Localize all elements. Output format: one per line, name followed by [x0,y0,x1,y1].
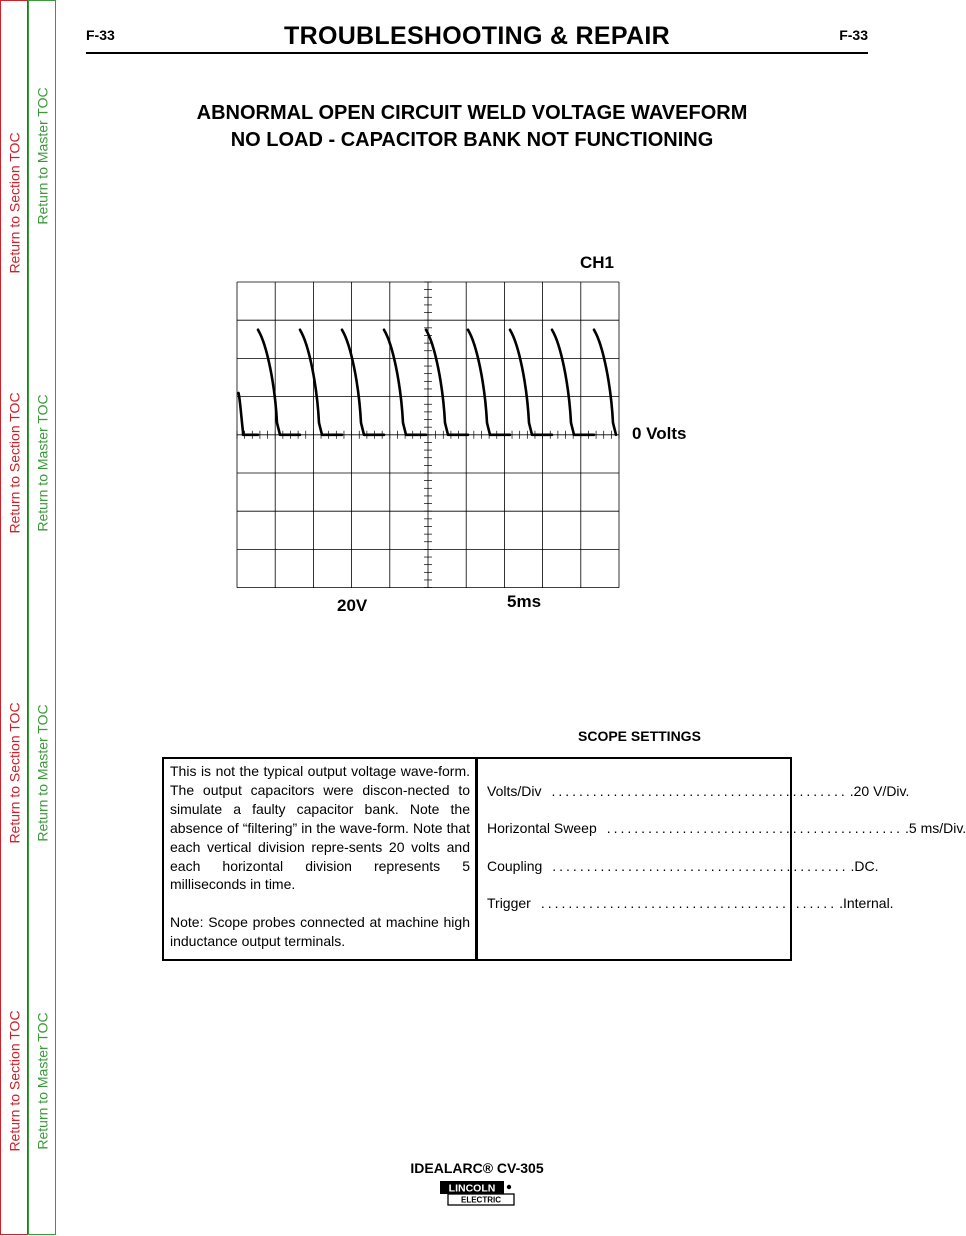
channel-label: CH1 [580,253,615,272]
svg-text:ELECTRIC: ELECTRIC [461,1195,501,1205]
return-to-master-toc-link[interactable]: Return to Master TOC [35,87,52,225]
return-to-section-toc-link[interactable]: Return to Section TOC [7,1010,24,1152]
page-number-right: F-33 [839,27,868,43]
return-to-section-toc-link[interactable]: Return to Section TOC [7,132,24,274]
description-paragraph: This is not the typical output voltage wave-form. The output capacitors were discon-nected to simulate a faulty capacitor bank. Note the absence of “filtering” in the wave-form. Note that each vertical division repre-sents 20 volts and each horizontal division represents 5 milliseconds in time. [170,763,470,893]
page-title: TROUBLESHOOTING & REPAIR [284,22,670,50]
return-to-section-toc-link[interactable]: Return to Section TOC [7,392,24,534]
zero-volts-label: 0 Volts [632,424,687,443]
setting-row-coupling: Coupling ........................................... .DC. [487,858,879,874]
return-to-master-toc-link[interactable]: Return to Master TOC [35,1012,52,1150]
time-per-div-label: 5ms [507,592,542,611]
figure-title-line1: ABNORMAL OPEN CIRCUIT WELD VOLTAGE WAVEFORM [196,102,748,124]
page-number-left: F-33 [86,27,115,43]
figure-title-line2: NO LOAD - CAPACITOR BANK NOT FUNCTIONING [230,129,714,151]
setting-row-horizontal-sweep: Horizontal Sweep ........................................... .5 ms/Div. [487,820,966,836]
waveform-trace [239,330,617,435]
settings-box [476,757,966,961]
scope-settings-heading: SCOPE SETTINGS [578,728,701,744]
lincoln-electric-logo [439,1180,515,1207]
description-box [162,757,477,961]
return-to-master-toc-link[interactable]: Return to Master TOC [35,394,52,532]
volts-per-div-label: 20V [337,596,368,615]
setting-row-trigger: Trigger ........................................... .Internal. [487,895,894,911]
return-to-master-toc-link[interactable]: Return to Master TOC [35,704,52,842]
description-note: Note: Scope probes connected at machine high inductance output terminals. [170,914,470,950]
model-name: IDEALARC® CV-305 [410,1160,544,1176]
return-to-section-toc-link[interactable]: Return to Section TOC [7,702,24,844]
setting-row-volts-div: Volts/Div ........................................... .20 V/Div. [487,783,910,799]
svg-text:LINCOLN: LINCOLN [448,1182,496,1195]
